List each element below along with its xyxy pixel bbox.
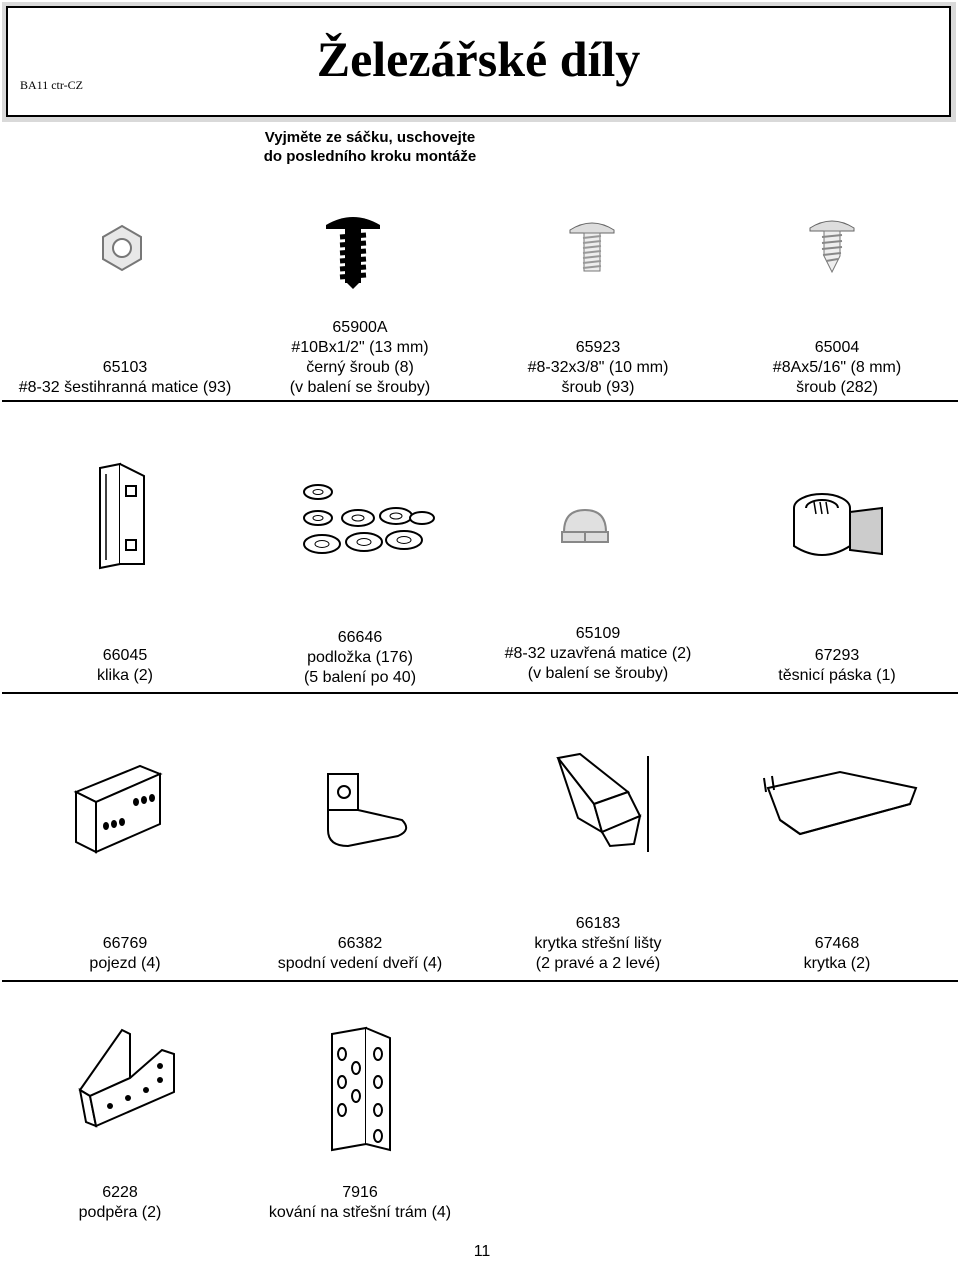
part-description: #8-32 uzavřená matice (2) — [504, 645, 692, 662]
part-description: šroub (93) — [561, 379, 635, 396]
part-label-6228 — [0, 1183, 240, 1223]
handle-icon — [86, 460, 162, 572]
part-description: kování na střešní trám (4) — [268, 1204, 452, 1221]
part-number: 65103 — [102, 359, 148, 376]
part-label-65923 — [478, 338, 718, 398]
part-description: černý šroub (8) — [306, 359, 414, 376]
part-description: šroub (282) — [796, 379, 878, 396]
part-label-7916 — [240, 1183, 480, 1223]
part-description: krytka (2) — [803, 955, 871, 972]
part-number: 67468 — [814, 935, 860, 952]
part-number: 65900A — [332, 319, 388, 336]
row-divider — [2, 692, 958, 694]
part-description: pojezd (4) — [89, 955, 161, 972]
sealing-tape-icon — [786, 484, 886, 564]
part-number: 65004 — [814, 339, 860, 356]
part-label-67293 — [717, 646, 957, 686]
part-description: podpěra (2) — [78, 1204, 162, 1221]
part-label-65103 — [5, 358, 245, 398]
part-number: 7916 — [342, 1184, 378, 1201]
part-label-65109 — [478, 624, 718, 684]
page-number: 11 — [473, 1243, 491, 1260]
part-description: krytka střešní lišty — [534, 935, 662, 952]
part-number: 66769 — [102, 935, 148, 952]
intro-note — [200, 128, 540, 166]
part-description: těsnicí páska (1) — [778, 667, 896, 684]
support-bracket-icon — [70, 1026, 190, 1130]
page-title: Železářské díly — [316, 31, 641, 87]
washers-icon — [292, 480, 442, 558]
cover-cap-icon — [760, 768, 920, 844]
row-divider — [2, 400, 958, 402]
part-number: 66382 — [337, 935, 383, 952]
part-description: #8-32 šestihranná matice (93) — [18, 379, 232, 396]
part-description: podložka (176) — [307, 649, 413, 666]
part-number: 6228 — [102, 1184, 138, 1201]
part-number: 66045 — [102, 647, 148, 664]
part-label-65900A — [240, 318, 480, 398]
part-label-66382 — [240, 934, 480, 974]
self-tapping-screw-icon — [807, 216, 857, 274]
part-number: 67293 — [814, 647, 860, 664]
part-label-65004 — [717, 338, 957, 398]
part-size: #8-32x3/8" (10 mm) — [527, 359, 669, 376]
part-number: 65923 — [575, 339, 621, 356]
part-description: klika (2) — [96, 667, 153, 684]
header-frame — [2, 2, 956, 122]
cap-nut-icon — [558, 506, 612, 546]
header-panel — [6, 6, 951, 117]
rafter-angle-icon — [326, 1024, 396, 1154]
part-description: spodní vedení dveří (4) — [277, 955, 443, 972]
door-guide-icon — [318, 770, 412, 854]
part-number: 65109 — [575, 625, 621, 642]
part-packaging: (v balení se šrouby) — [289, 379, 431, 396]
intro-line-1: Vyjměte ze sáčku, uschovejte — [264, 129, 476, 146]
machine-screw-icon — [567, 218, 617, 274]
ridge-cap-icon — [550, 752, 654, 856]
part-label-67468 — [717, 934, 957, 974]
part-packaging: (v balení se šrouby) — [527, 665, 669, 682]
roller-track-icon — [70, 762, 170, 858]
part-number: 66646 — [337, 629, 383, 646]
hex-nut-icon — [96, 222, 148, 274]
part-label-66769 — [5, 934, 245, 974]
part-number: 66183 — [575, 915, 621, 932]
intro-line-2: do posledního kroku montáže — [263, 148, 477, 165]
part-size: #8Ax5/16" (8 mm) — [772, 359, 902, 376]
part-packaging: (2 pravé a 2 levé) — [535, 955, 661, 972]
black-screw-icon — [322, 213, 384, 289]
part-size: #10Bx1/2" (13 mm) — [291, 339, 429, 356]
document-code: BA11 ctr-CZ — [20, 78, 83, 92]
part-packaging: (5 balení po 40) — [303, 669, 417, 686]
row-divider — [2, 980, 958, 982]
part-label-66045 — [5, 646, 245, 686]
part-label-66183 — [478, 914, 718, 974]
part-label-66646 — [240, 628, 480, 688]
